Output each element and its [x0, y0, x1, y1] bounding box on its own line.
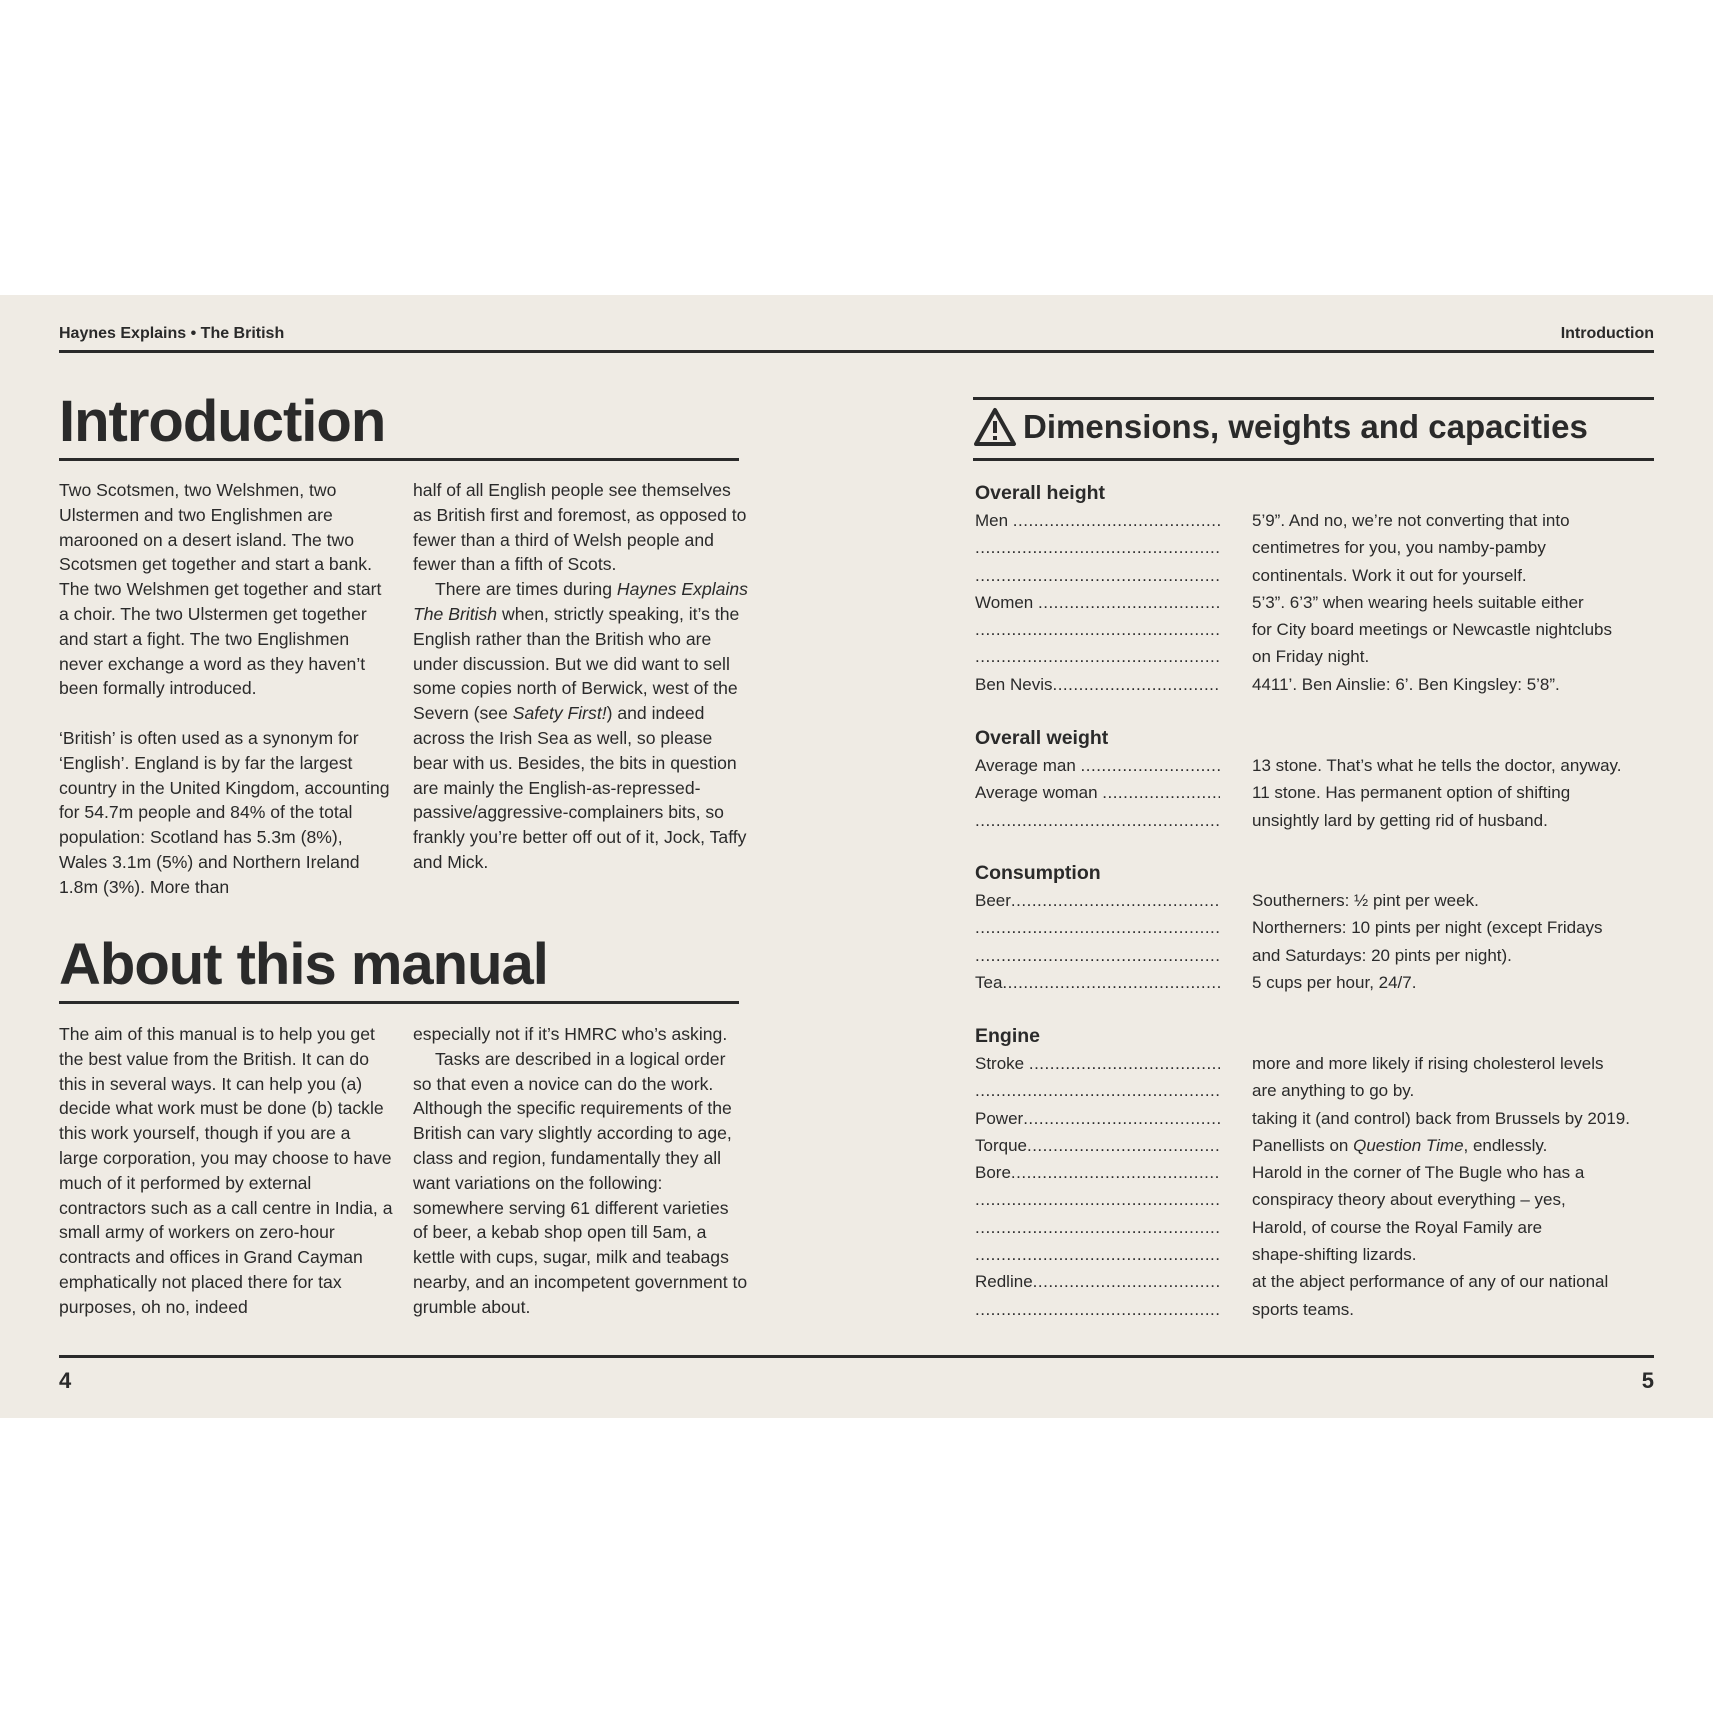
spec-label [975, 1296, 1220, 1323]
running-header-left: Haynes Explains • The British [59, 325, 285, 342]
running-header-right: Introduction [1560, 325, 1654, 342]
spec-value: sports teams. [1252, 1299, 1355, 1319]
page-number-right: 5 [1641, 1368, 1654, 1393]
about-paragraph-3: Tasks are described in a logical order so that even a novice can do the work. Although the specific requirements of the British can vary slightly according to age, class and region, fundamentally they all want variations on the following: somewhere serving 61 different varieties of beer, a kebab shop open till 5am, a kettle with cups, sugar, milk and teabags nearby, and an incompetent government to grumble about. [413, 1048, 748, 1317]
book-title-italic: Haynes Explains The British [413, 579, 748, 624]
spec-row [975, 1132, 1665, 1159]
spec-label [975, 1077, 1220, 1104]
spec-label: Tea ..... [975, 969, 1220, 996]
spec-row [975, 807, 1665, 834]
tv-show-italic: Question Time [1353, 1135, 1464, 1155]
spec-label: Men ..... [975, 507, 1220, 534]
spec-group-consumption [975, 859, 1665, 996]
spec-value: Harold in the corner of The Bugle who has a [1252, 1163, 1585, 1183]
introduction-column-2 [413, 478, 748, 875]
spec-value: and Saturdays: 20 pints per night). [1252, 945, 1512, 965]
spec-value: 5 cups per hour, 24/7. [1252, 972, 1417, 992]
spec-value: taking it (and control) back from Brussels by 2019. [1252, 1108, 1630, 1128]
spec-row [975, 534, 1665, 561]
spec-value: 5’3”. 6’3” when wearing heels suitable either [1252, 592, 1584, 612]
footer-rule [59, 1355, 1654, 1358]
spec-label [975, 616, 1220, 643]
about-title: About this manual [59, 932, 548, 997]
spec-label [975, 1214, 1220, 1241]
spec-row [975, 1050, 1665, 1077]
spec-row [975, 1159, 1665, 1186]
spec-label: Stroke ..... [975, 1050, 1220, 1077]
spec-label: Redline ..... [975, 1268, 1220, 1295]
introduction-paragraph-1: Two Scotsmen, two Welshmen, two Ulstermen and two Englishmen are marooned on a desert island. The two Scotsmen get together and start a bank. The two Welshmen get together and start a choir. The two Ulstermen get together and start a fight. The two Englishmen never exchange a word as they haven’t been formally introduced. [59, 480, 382, 699]
spec-label [975, 562, 1220, 589]
spec-row [975, 1241, 1665, 1268]
spec-row [975, 887, 1665, 914]
spec-label: Power ..... [975, 1105, 1220, 1132]
spec-value: Southerners: ½ pint per week. [1252, 891, 1479, 910]
spec-group-overall-height [975, 479, 1665, 698]
spec-heading: Overall height [975, 482, 1106, 504]
spec-row [975, 643, 1665, 670]
spec-value: at the abject performance of any of our national [1252, 1272, 1609, 1292]
spec-value: continentals. Work it out for yourself. [1252, 565, 1527, 585]
spec-heading: Engine [975, 1025, 1041, 1047]
introduction-title: Introduction [59, 389, 386, 454]
chapter-reference-italic: Safety First! [512, 703, 607, 724]
spec-value: 11 stone. Has permanent option of shifting [1252, 783, 1571, 803]
spec-value: unsightly lard by getting rid of husband. [1252, 810, 1548, 830]
spec-label [975, 534, 1220, 561]
about-paragraph-2: especially not if it’s HMRC who’s asking. [413, 1024, 728, 1044]
spec-group-overall-weight [975, 724, 1665, 834]
spec-value: more and more likely if rising cholesterol levels [1252, 1054, 1604, 1073]
spec-row [975, 752, 1665, 779]
spec-label: Bore ..... [975, 1159, 1220, 1186]
dimensions-box-title-text: Dimensions, weights and capacities [1023, 408, 1588, 445]
spec-row [975, 616, 1665, 643]
spec-value: are anything to go by. [1252, 1081, 1415, 1101]
page-number-left: 4 [59, 1368, 72, 1393]
spec-label [975, 807, 1220, 834]
spec-row [975, 969, 1665, 996]
spec-row [975, 671, 1665, 698]
spec-value: Northerners: 10 pints per night (except Fridays [1252, 918, 1603, 938]
spec-row [975, 914, 1665, 941]
spec-label [975, 643, 1220, 670]
spec-label: Average woman ..... [975, 779, 1220, 806]
spec-value: 5’9”. And no, we’re not converting that into [1252, 511, 1570, 530]
spec-value: 13 stone. That’s what he tells the doctor, anyway. [1252, 756, 1622, 775]
about-paragraph-1: The aim of this manual is to help you get the best value from the British. It can do this in several ways. It can help you (a) decide what work must be done (b) tackle this work yourself, though if you are a large corporation, you may choose to have much of it performed by external contractors such as a call centre in India, a small army of workers on zero-hour contracts and offices in Grand Cayman emphatically not placed there for tax purposes, oh no, indeed [59, 1024, 393, 1317]
spec-row [975, 1105, 1665, 1132]
spec-label: Average man ..... [975, 752, 1220, 779]
box-title-rule [973, 458, 1654, 461]
spec-value: for City board meetings or Newcastle nightclubs [1252, 620, 1612, 640]
spec-label [975, 1186, 1220, 1213]
spec-row [975, 1296, 1665, 1323]
spec-row [975, 562, 1665, 589]
spec-value: 4411’. Ben Ainslie: 6’. Ben Kingsley: 5’8”. [1252, 674, 1560, 694]
about-column-1 [59, 1022, 394, 1320]
spec-value: conspiracy theory about everything – yes, [1252, 1190, 1566, 1210]
spec-value: Panellists on Question Time, endlessly. [1252, 1135, 1548, 1155]
spec-label: Ben Nevis ..... [975, 671, 1220, 698]
spec-row [975, 942, 1665, 969]
dimensions-box-title [973, 407, 1588, 447]
spec-row [975, 589, 1665, 616]
spec-row [975, 779, 1665, 806]
introduction-column-1 [59, 478, 394, 900]
about-column-2 [413, 1022, 748, 1320]
spec-heading: Overall weight [975, 727, 1109, 749]
spec-label: Beer ..... [975, 887, 1220, 914]
header-rule [59, 350, 1654, 353]
spec-row [975, 507, 1665, 534]
spec-value: on Friday night. [1252, 647, 1370, 667]
introduction-paragraph-2: ‘British’ is often used as a synonym for ‘English’. England is by far the largest country in the United Kingdom, accounting for 54.7m people and 84% of the total population: Scotland has 5.3m (8%), Wales 3.1m (5%) and Northern Ireland 1.8m (3%). More than [59, 727, 390, 897]
spec-value: Harold, of course the Royal Family are [1252, 1217, 1543, 1237]
introduction-paragraph-4: There are times during Haynes Explains The British when, strictly speaking, it’s the English rather than the British who are under discussion. But we did want to sell some copies north of Berwick, west of the Severn (see Safety First!) and indeed across the Irish Sea as well, so please bear with us. Besides, the bits in question are mainly the English-as-repressed-passive/aggressive-complainers bits, so frankly you’re better off out of it, Jock, Taffy and Mick. [413, 579, 748, 872]
box-top-rule [973, 397, 1654, 400]
warning-triangle-icon [973, 407, 1017, 447]
spec-value: shape-shifting lizards. [1252, 1245, 1417, 1265]
spec-value: centimetres for you, you namby-pamby [1252, 538, 1546, 558]
spec-row [975, 1268, 1665, 1295]
spec-row [975, 1077, 1665, 1104]
spec-row [975, 1186, 1665, 1213]
spec-label [975, 1241, 1220, 1268]
introduction-paragraph-3: half of all English people see themselves as British first and foremost, as opposed to fewer than a third of Welsh people and fewer than a fifth of Scots. [413, 480, 747, 575]
spec-group-engine [975, 1022, 1665, 1323]
introduction-title-rule [59, 458, 739, 461]
spec-label: Torque ..... [975, 1132, 1220, 1159]
about-title-rule [59, 1001, 739, 1004]
spec-label [975, 942, 1220, 969]
spec-heading: Consumption [975, 862, 1101, 884]
spec-label [975, 914, 1220, 941]
spec-row [975, 1214, 1665, 1241]
spec-label: Women ..... [975, 589, 1220, 616]
